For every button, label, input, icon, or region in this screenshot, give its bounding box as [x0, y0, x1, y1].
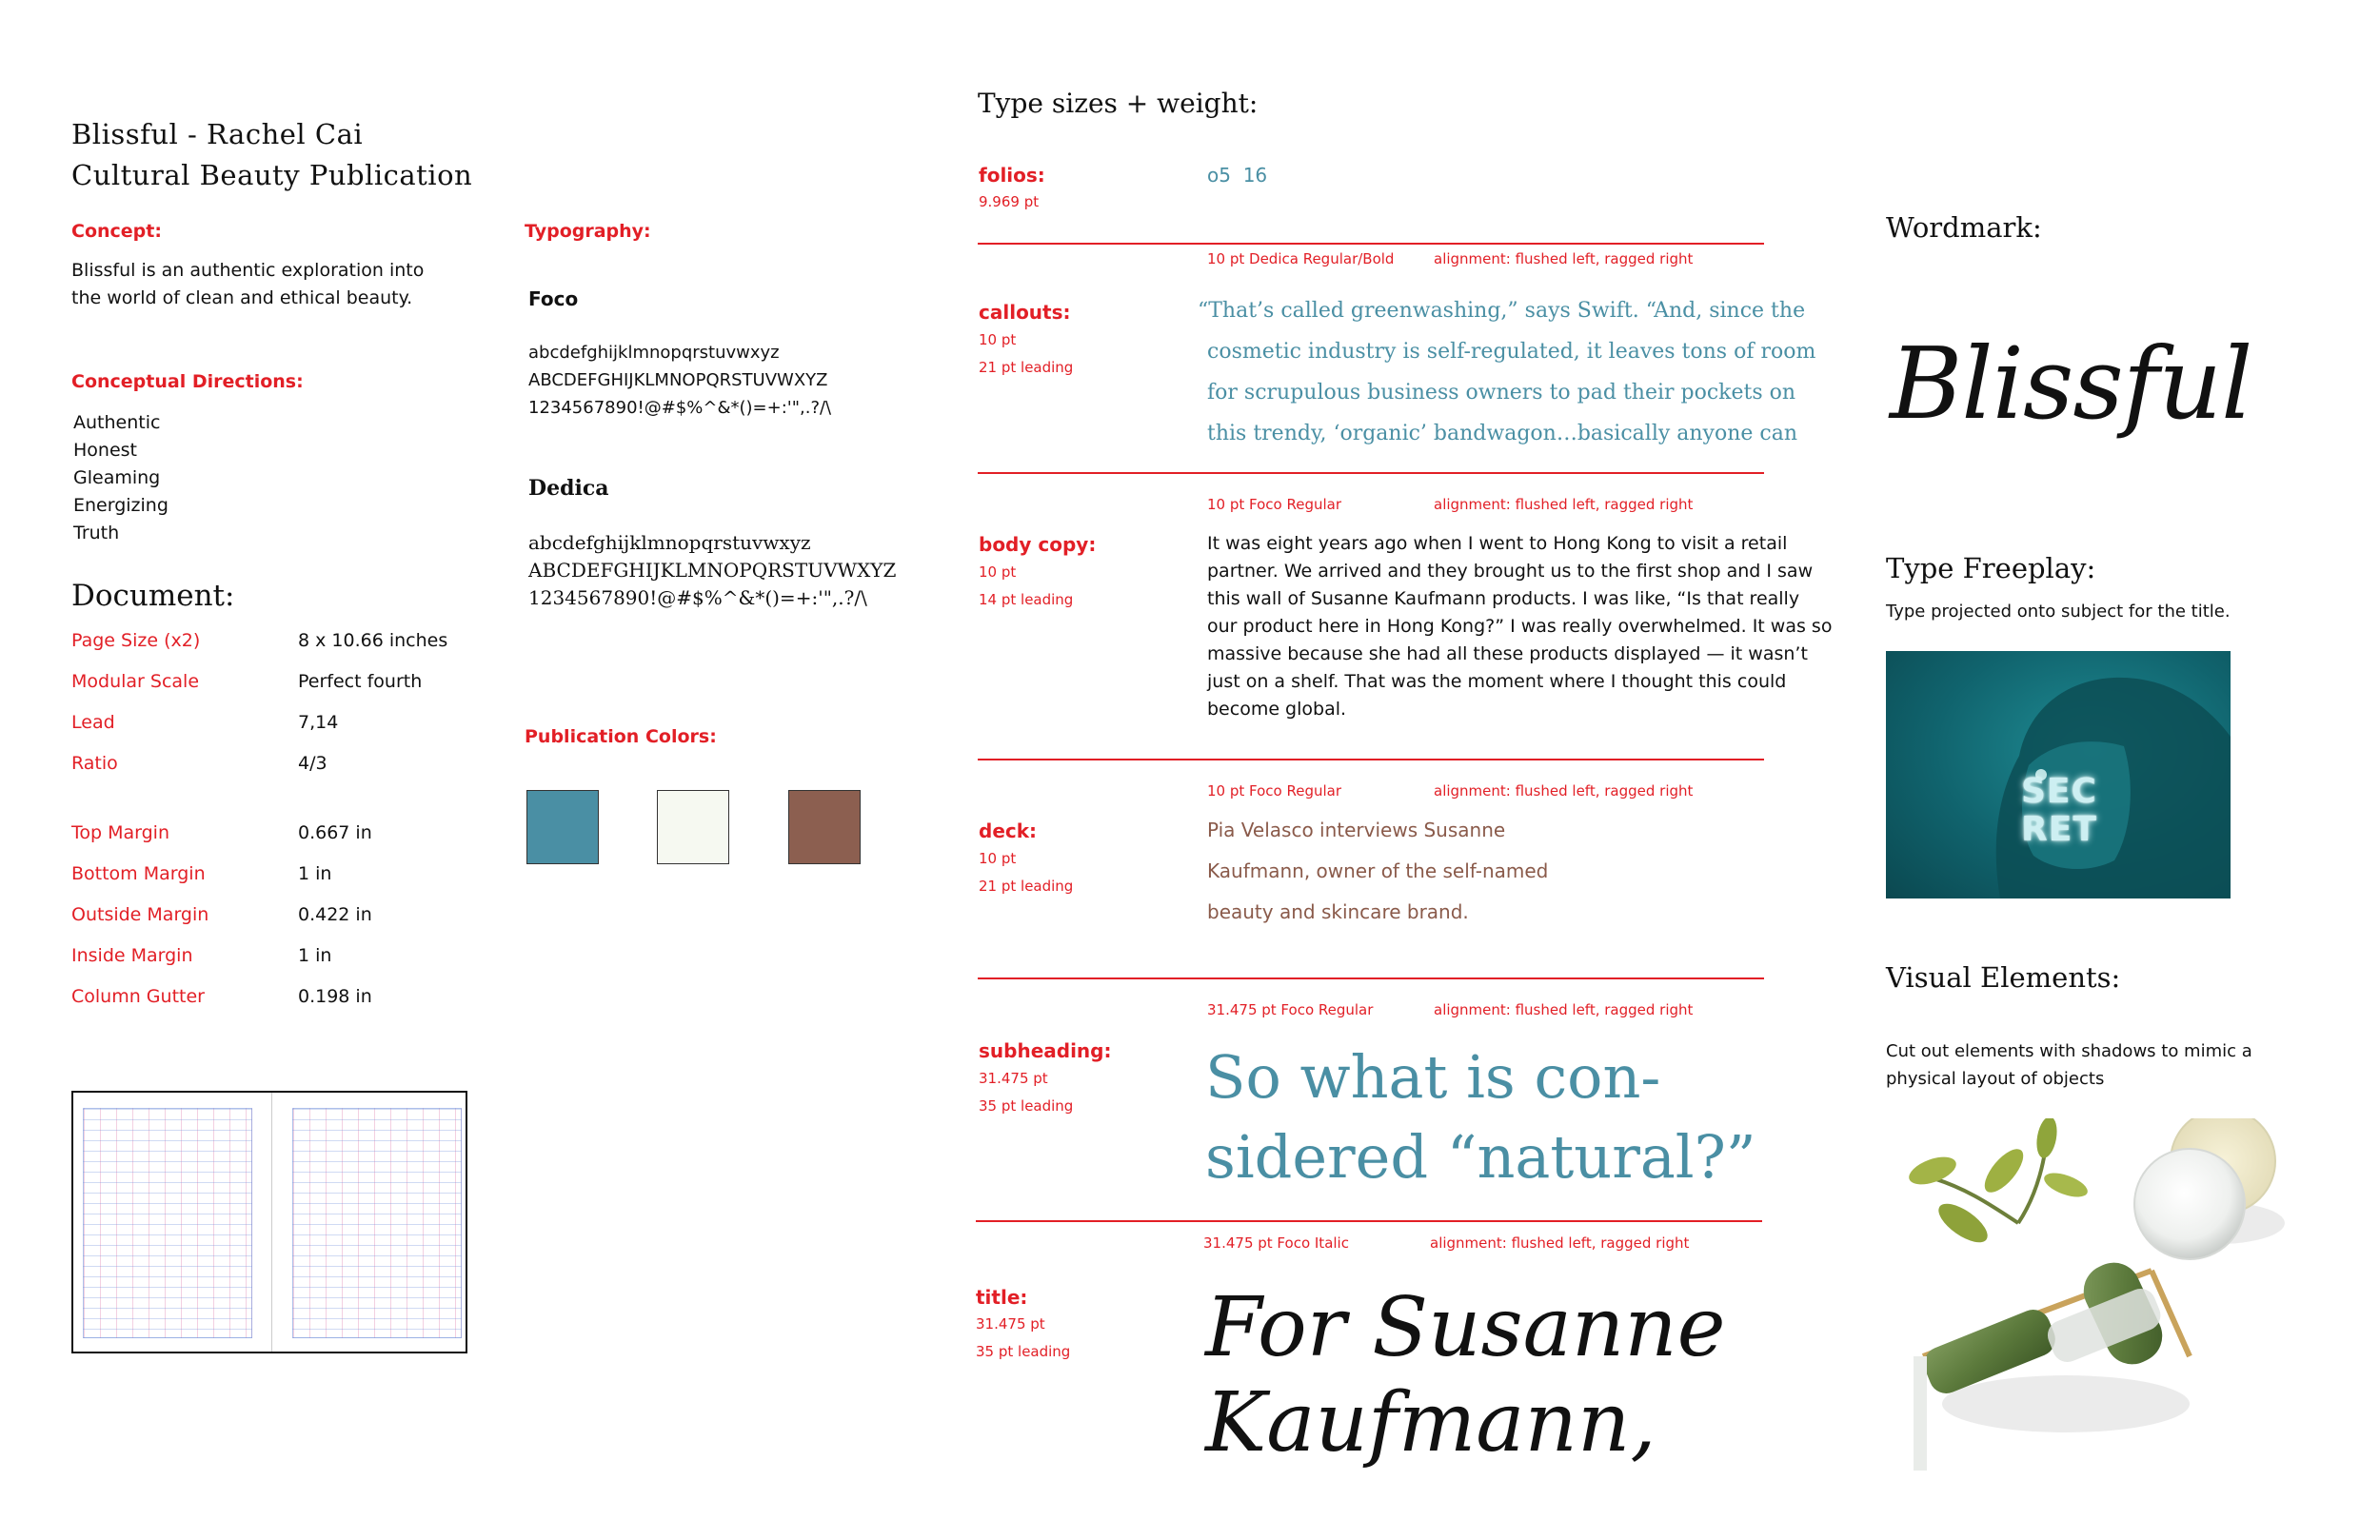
divider: [978, 977, 1764, 979]
folio-sample-a: o5: [1207, 164, 1231, 187]
subheading-font-note: 31.475 pt Foco Regular: [1207, 1001, 1374, 1018]
title-sample: For Susanne Kaufmann,: [1205, 1280, 1726, 1471]
color-swatch-cream: [657, 790, 729, 864]
folio-sample: [1207, 164, 1267, 187]
divider: [976, 1220, 1762, 1222]
concept-label: Concept:: [71, 221, 162, 242]
list-item: Truth: [73, 523, 120, 543]
folios-label: folios:: [979, 164, 1045, 187]
divider: [978, 472, 1764, 474]
foco-lowercase: abcdefghijklmnopqrstuvwxyz: [528, 343, 780, 363]
divider: [978, 759, 1764, 760]
deck-font-note: 10 pt Foco Regular: [1207, 782, 1342, 800]
freeplay-heading: Type Freeplay:: [1886, 552, 2096, 584]
body-copy-sample: It was eight years ago when I went to Hong Kong to visit a retail partner. We arrived and they brought us to the first shop and I saw this wall of Susanne Kaufmann products. I was like, “Is that really our product here in Hong Kong?” I was really overwhelmed. It was so massive because she had all these products displayed — it wasn’t just on a shelf. That was the moment where I thought this could become global.: [1207, 533, 1833, 720]
color-swatch-brown: [788, 790, 861, 864]
callouts-font-note: 10 pt Dedica Regular/Bold: [1207, 250, 1395, 267]
list-item: Honest: [73, 440, 137, 461]
list-item: Energizing: [73, 495, 169, 516]
spread-fold: [271, 1093, 272, 1352]
deck-align-note: alignment: flushed left, ragged right: [1434, 782, 1694, 800]
list-item: Gleaming: [73, 467, 161, 488]
colors-label: Publication Colors:: [525, 726, 717, 747]
folio-sample-b: 16: [1242, 164, 1268, 187]
document-heading: Document:: [71, 579, 235, 613]
callout-sample: “That’s called greenwashing,” says Swift. “And, since the cosmetic industry is self-regulated, it leaves tons of room for scrupulous business owners to pad their pockets on this trendy, ‘organic’ bandwagon…basically anyone can: [1198, 299, 1816, 445]
body-label: body copy:: [979, 533, 1097, 556]
title-label: title:: [976, 1286, 1028, 1309]
dedica-lowercase: abcdefghijklmnopqrstuvwxyz: [528, 531, 811, 554]
callouts-align-note: alignment: flushed left, ragged right: [1434, 250, 1694, 267]
typography-label: Typography:: [525, 221, 651, 242]
color-swatch-teal: [526, 790, 599, 864]
list-item: Authentic: [73, 412, 161, 433]
directions-list: [73, 409, 169, 547]
folios-size: 9.969 pt: [979, 193, 1040, 210]
deck-sample: Pia Velasco interviews Susanne Kaufmann, owner of the self-named beauty and skincare brand.: [1207, 819, 1549, 923]
right-page-grid: [292, 1108, 462, 1338]
title-size-leading: 31.475 pt 35 pt leading: [976, 1315, 1071, 1360]
subheading-label: subheading:: [979, 1039, 1112, 1062]
dedica-uppercase: ABCDEFGHIJKLMNOPQRSTUVWXYZ: [528, 559, 897, 582]
body-align-note: alignment: flushed left, ragged right: [1434, 496, 1694, 513]
visual-elements-heading: Visual Elements:: [1886, 961, 2121, 994]
project-title-line1: Blissful - Rachel Cai: [71, 118, 364, 150]
divider: [978, 243, 1764, 245]
freeplay-caption: Type projected onto subject for the title.: [1886, 602, 2231, 622]
grid-spread-diagram: [71, 1091, 467, 1353]
body-size-leading: 10 pt 14 pt leading: [979, 563, 1074, 608]
foco-specimen: [528, 339, 831, 422]
skincare-collage: [1904, 1118, 2304, 1480]
subheading-size-leading: 31.475 pt 35 pt leading: [979, 1070, 1074, 1115]
visual-elements-caption: Cut out elements with shadows to mimic a physical layout of objects: [1886, 1041, 2252, 1089]
deck-label: deck:: [979, 819, 1038, 842]
visual-elements-collage: [1904, 1118, 2304, 1480]
project-title-line2: Cultural Beauty Publication: [71, 159, 473, 191]
directions-label: Conceptual Directions:: [71, 371, 304, 392]
subheading-align-note: alignment: flushed left, ragged right: [1434, 1001, 1694, 1018]
body-font-note: 10 pt Foco Regular: [1207, 496, 1342, 513]
concept-text-line2: the world of clean and ethical beauty.: [71, 287, 413, 308]
wordmark-heading: Wordmark:: [1886, 211, 2042, 244]
callouts-label: callouts:: [979, 301, 1071, 324]
foco-digits: 1234567890!@#$%^&*()=+:'",.?/\: [528, 398, 832, 418]
dedica-digits: 1234567890!@#$%^&*()=+:'",.?/\: [528, 586, 867, 609]
deck-size-leading: 10 pt 21 pt leading: [979, 850, 1074, 895]
title-align-note: alignment: flushed left, ragged right: [1430, 1234, 1690, 1252]
wordmark-logo: Blissful: [1890, 326, 2252, 442]
subheading-sample: So what is con- sidered “natural?”: [1205, 1042, 1756, 1192]
concept-text: [71, 257, 424, 312]
dedica-name: Dedica: [528, 476, 609, 501]
title-font-note: 31.475 pt Foco Italic: [1203, 1234, 1349, 1252]
projected-text: SEC RET: [2021, 772, 2097, 849]
type-sizes-heading: Type sizes + weight:: [978, 88, 1259, 119]
freeplay-photo: [1886, 651, 2231, 898]
left-page-grid: [83, 1108, 252, 1338]
callouts-size-leading: 10 pt 21 pt leading: [979, 331, 1074, 376]
foco-uppercase: ABCDEFGHIJKLMNOPQRSTUVWXYZ: [528, 370, 828, 390]
concept-text-line1: Blissful is an authentic exploration into: [71, 260, 425, 281]
dedica-specimen: [528, 529, 896, 612]
project-title: [71, 114, 472, 196]
foco-name: Foco: [528, 287, 579, 310]
